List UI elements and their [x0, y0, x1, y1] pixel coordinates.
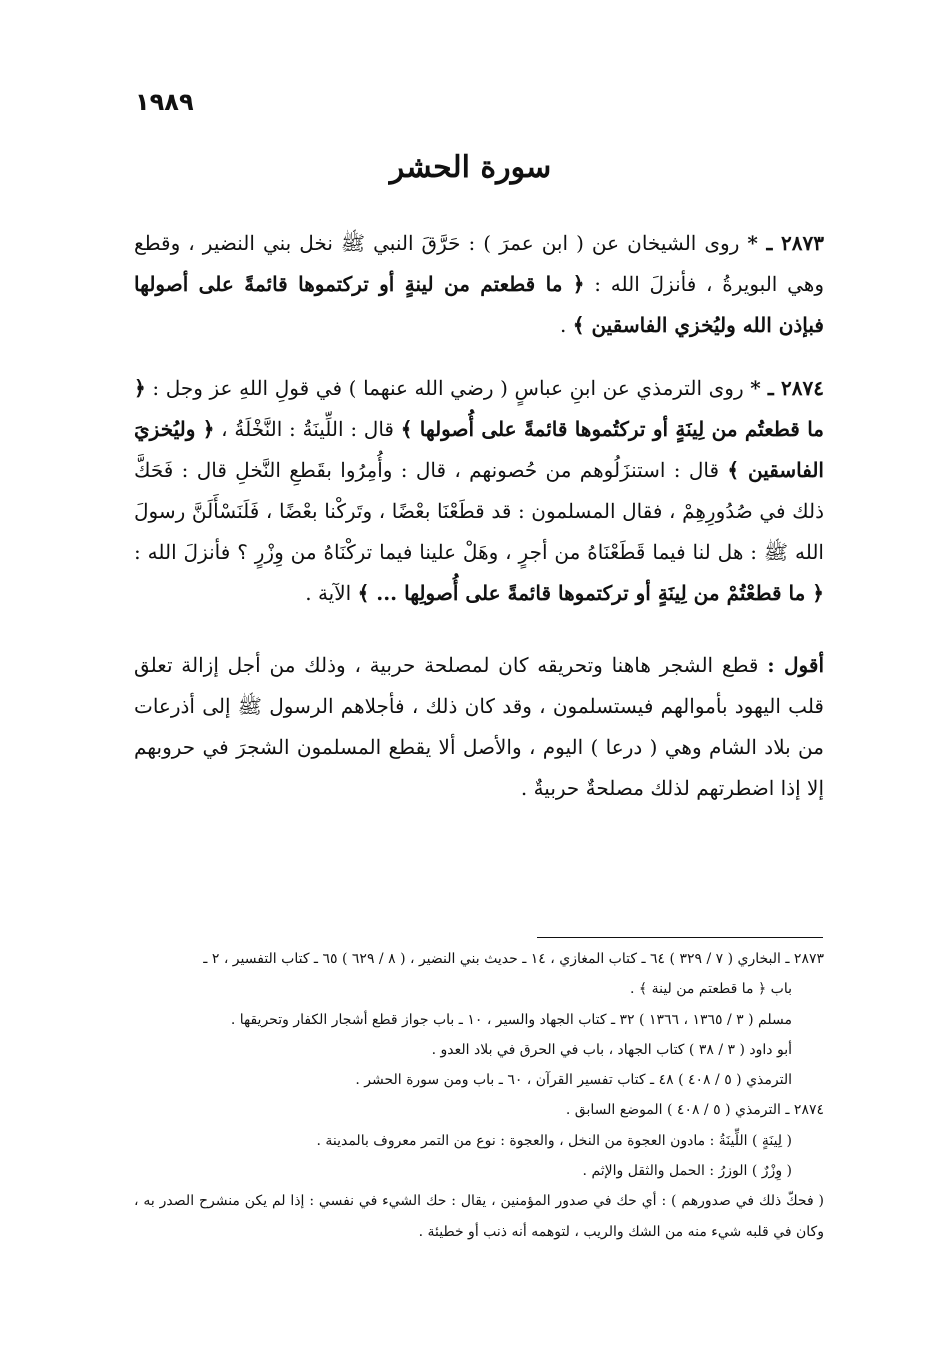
hadith-text: قال : اللِّينَةُ : النَّخْلَةُ ، — [214, 417, 401, 441]
footnote-source-abudawud: أبو داود ( ٣ / ٣٨ ) كتاب الجهاد ، باب في الحرق في بلاد العدو . — [431, 1041, 792, 1058]
hadith-text: روى الشيخان عن ( ابن عمرَ ) : حَرَّقَ النبي ﷺ نخل بني النضير ، وقطع وهي البويرةُ ، فأنزلَ الله : — [134, 231, 824, 296]
quran-verse: ﴿ وليُخزيَ الفاسقين ﴾ — [134, 417, 824, 482]
footnote-2874: ٢٨٧٤ ـ الترمذي ( ٥ / ٤٠٨ ) الموضع السابق . — [565, 1102, 824, 1119]
footnote-2873-continuation: باب ﴿ ما قطعتم من لينة ﴾ . — [630, 981, 792, 998]
footnotes — [134, 944, 824, 1247]
hadith-text: روى الترمذي عن ابنِ عباسٍ ( رضي الله عنهما ) في قولِ اللهِ عز وجل : — [145, 376, 751, 400]
hadith-2873-paragraph — [134, 223, 824, 346]
quran-verse: ﴿ ما قطعْتُمْ من لِينَةٍ أو تركتموها قائمةً على أُصولِها ... ﴾ — [357, 581, 824, 605]
footnote-source-tirmidhi: الترمذي ( ٥ / ٤٠٨ ) ٤٨ ـ كتاب تفسير القرآن ، ٦٠ ـ باب ومن سورة الحشر . — [355, 1072, 792, 1089]
gloss-wizr: ( وِزْرٌ ) الوزرُ : الحمل والثقل والإثم . — [582, 1163, 792, 1180]
footnote-divider — [537, 937, 823, 938]
hadith-2873 — [134, 223, 824, 346]
footnote-source-muslim: مسلم ( ٣ / ١٣٦٥ ، ١٣٦٦ ) ٣٢ ـ كتاب الجهاد والسير ، ١٠ ـ باب جواز قطع أشجار الكفار وتحريقها . — [230, 1011, 792, 1028]
hadith-text: . — [560, 313, 573, 337]
hadith-text: قال : استنزَلُوهم من حُصونهم ، قال : وأُمِرُوا بقَطعِ النَّخلِ قال : فَحَكَّ ذلك في صُدُورِهِمْ ، فقال المسلمون : قد قطَعْنَا بعْضًا ، وتَركْنا بعْضًا ، فَلَنَسْأَلَنَّ رسولَ الله ﷺ : هل لنا فيما قَطَعْنَاهُ من أجرٍ ، وهَلْ علينا فيما تركْنَاهُ من وِزْرٍ ؟ فأنزلَ الله : — [134, 458, 824, 564]
page-number: ١٩٨٩ — [135, 88, 194, 116]
commentary-lead: أقول : — [767, 653, 825, 677]
hadith-number: ٢٨٧٤ ـ * — [750, 376, 824, 400]
hadith-number: ٢٨٧٣ ـ * — [747, 231, 824, 255]
quran-verse: ﴿ ما قطعتُم من لِينَةٍ أو تركتُموها قائمةً على أُصولها ﴾ — [134, 376, 824, 441]
hadith-2874-paragraph — [134, 368, 824, 614]
commentary-paragraph — [134, 645, 824, 809]
gloss-lina: ( لِينَةٍ ) اللِّينَةُ : مادون العجوة من النخل ، والعجوة : نوع من التمر معروف بالمدينة . — [316, 1132, 792, 1149]
commentary — [134, 645, 824, 809]
gloss-hakka: ( فحكّ ذلك في صدورهم ) : أي حك في صدور المؤمنين ، يقال : حك الشيء في نفسي : إذا لم يكن منشرح الصدر به ، وكان في قلبه شيء منه من الشك والريب ، لتوهمه أنه ذنب أو خطيئة . — [134, 1193, 824, 1240]
commentary-text: قطع الشجر هاهنا وتحريقه كان لمصلحة حربية ، وذلك من أجل إزالة تعلق قلب اليهود بأموالهم فيستسلمون ، وقد كان ذلك ، فأجلاهم الرسول ﷺ إلى أذرعات من بلاد الشام وهي ( درعا ) اليوم ، والأصل ألا يقطع المسلمون الشجرَ في حروبهم إلا إذا اضطرتهم لذلك مصلحةٌ حربيةٌ . — [134, 653, 824, 800]
hadith-text: الآية . — [305, 581, 358, 605]
hadith-2874 — [134, 368, 824, 614]
page-title: سورة الحشر — [389, 150, 552, 185]
quran-verse: ﴿ ما قطعتم من لينةٍ أو تركتموها قائمةً على أصولها فبإذن الله وليُخزي الفاسقين ﴾ — [134, 272, 824, 337]
footnote-2873: ٢٨٧٣ ـ البخاري ( ٧ / ٣٢٩ ) ٦٤ ـ كتاب المغازي ، ١٤ ـ حديث بني النضير ، ( ٨ / ٦٢٩ ) ٦٥ ـ كتاب التفسير ، ٢ ـ — [203, 951, 824, 967]
